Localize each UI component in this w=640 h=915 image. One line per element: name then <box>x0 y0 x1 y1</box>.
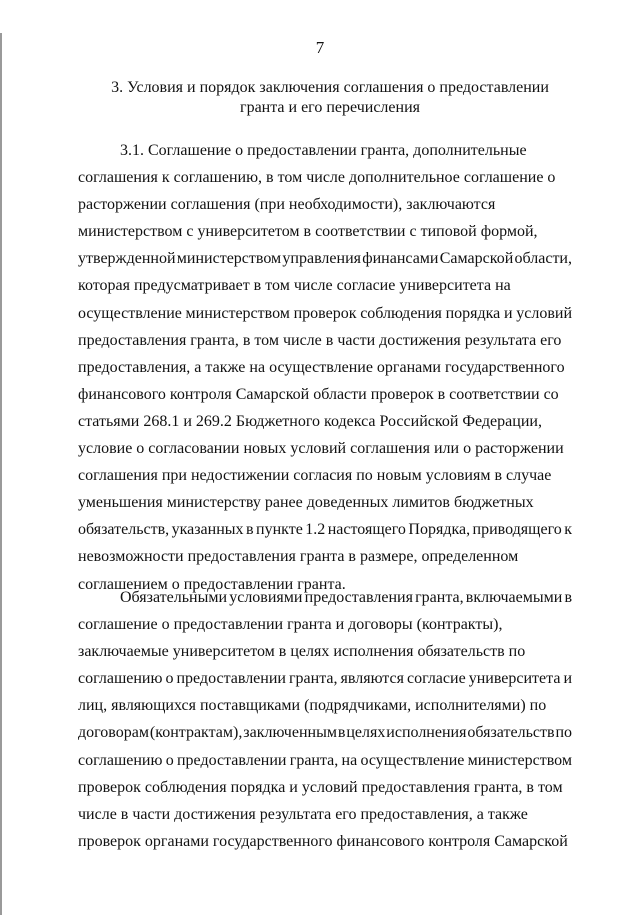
section-title <box>60 78 600 118</box>
text-line: условие о согласовании новых условий соглашения или о расторжении <box>78 440 564 458</box>
text-line: соглашения к соглашению, в том числе дополнительное соглашение о <box>78 169 556 187</box>
text-line: финансового контроля Самарской области проверок в соответствии со <box>78 385 559 403</box>
section-title-line: 3. Условия и порядок заключения соглашения о предоставлении <box>111 79 549 96</box>
text-line: соглашения при недостижении согласия по новым условиям в случае <box>78 467 552 485</box>
text-line: утвержденной министерством управления финансами Самарской области, <box>78 250 572 268</box>
text-line: которая предусматривает в том числе согласие университета на <box>78 277 511 295</box>
text-line: министерством с университетом в соответствии с типовой формой, <box>78 223 538 241</box>
text-line: осуществление министерством проверок соблюдения порядка и условий <box>78 304 573 322</box>
text-line: 3.1. Соглашение о предоставлении гранта, дополнительные <box>120 142 527 159</box>
text-line: соглашение о предоставлении гранта и договоры (контракты), <box>78 616 503 634</box>
text-line: соглашению о предоставлении гранта, являются согласие университета и <box>78 670 572 688</box>
text-line: соглашением о предоставлении гранта. <box>78 575 346 593</box>
text-line: лиц, являющихся поставщиками (подрядчиками, исполнителями) по <box>78 697 547 715</box>
page-number: 7 <box>315 38 325 57</box>
text-line: проверок органами государственного финансового контроля Самарской <box>78 832 568 850</box>
text-line: уменьшения министерству ранее доведенных лимитов бюджетных <box>78 494 534 512</box>
text-line: Обязательными условиями предоставления гранта, включаемыми в <box>120 589 572 606</box>
text-line: обязательств, указанных в пункте 1.2 настоящего Порядка, приводящего к <box>78 521 572 539</box>
scan-edge-artifact <box>0 33 2 915</box>
text-line: предоставления гранта, в том числе в части достижения результата его <box>78 331 562 349</box>
paragraph-mandatory-conditions <box>78 584 572 855</box>
text-line: статьями 268.1 и 269.2 Бюджетного кодекса Российской Федерации, <box>78 412 542 430</box>
text-line: соглашению о предоставлении гранта, на осуществление министерством <box>78 751 573 769</box>
text-line: предоставления, а также на осуществление органами государственного <box>78 358 565 376</box>
paragraph-3-1 <box>78 137 572 598</box>
text-line: проверок соблюдения порядка и условий предоставления гранта, в том <box>78 778 563 796</box>
text-line: заключаемые университетом в целях исполнения обязательств по <box>78 643 526 661</box>
section-title-line: гранта и его перечисления <box>240 99 420 116</box>
text-line: расторжении соглашения (при необходимости), заключаются <box>78 196 496 214</box>
text-line: числе в части достижения результата его предоставления, а также <box>78 805 528 823</box>
text-line: невозможности предоставления гранта в размере, определенном <box>78 548 519 566</box>
text-line: договорам (контрактам), заключенным в целях исполнения обязательств по <box>78 724 572 742</box>
